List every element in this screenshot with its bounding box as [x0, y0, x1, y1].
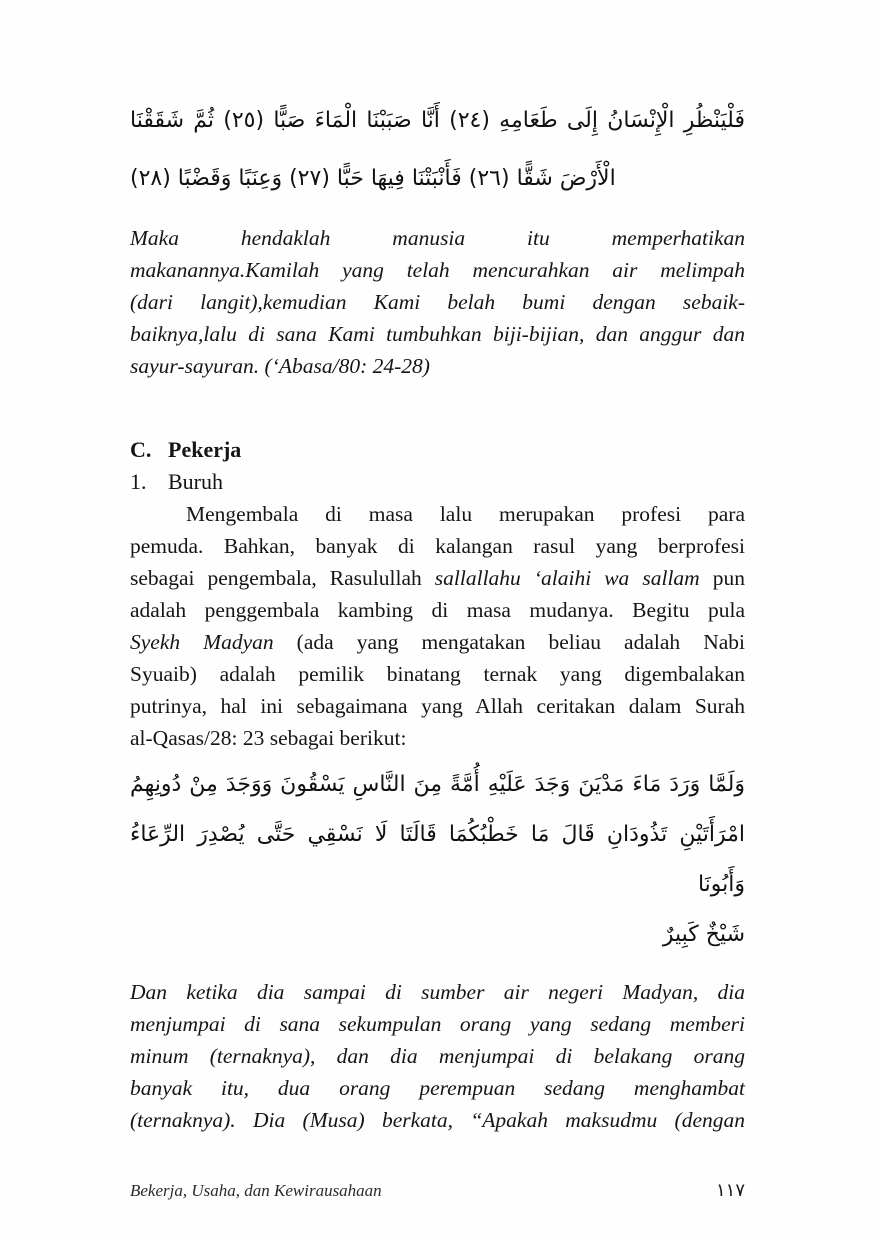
- section-label: C.: [130, 437, 152, 462]
- book-title: Bekerja, Usaha, dan Kewirausahaan: [130, 1181, 382, 1200]
- text-span: sebagai pengembala, Rasulullah: [130, 566, 435, 590]
- italic-phrase: Syekh Madyan: [130, 630, 274, 654]
- text-line: امْرَأَتَيْنِ تَذُودَانِ قَالَ مَا خَطْبُكُمَا قَالَتَا لَا نَسْقِي حَتَّى يُصْدِرَ الرِّعَاءُ وَأَبُونَا: [130, 822, 745, 897]
- text-line: الْأَرْضَ شَقًّا (٢٦) فَأَنْبَتْنَا فِيهَا حَبًّا (٢٧) وَعِنَبًا وَقَضْبًا (٢٨): [130, 166, 616, 191]
- page-footer: [130, 1180, 745, 1201]
- text-line: sayur-sayuran. (‘Abasa/80: 24-28): [130, 354, 430, 378]
- text-line: Maka hendaklah manusia itu memperhatikan: [130, 226, 745, 250]
- arabic-verse-qasas: [130, 760, 745, 960]
- text-line: Dan ketika dia sampai di sumber air negeri Madyan, dia: [130, 980, 745, 1004]
- text-line: banyak itu, dua orang perempuan sedang menghambat: [130, 1076, 745, 1100]
- text-line: baiknya,lalu di sana Kami tumbuhkan biji-bijian, dan anggur dan: [130, 322, 745, 346]
- text-line: pemuda. Bahkan, banyak di kalangan rasul yang berprofesi: [130, 534, 745, 558]
- text-line: (dari langit),kemudian Kami belah bumi dengan sebaik-: [130, 290, 745, 314]
- text-line: Syuaib) adalah pemilik binatang ternak yang digembalakan: [130, 662, 745, 686]
- italic-phrase: sallallahu ‘alaihi wa sallam: [434, 566, 700, 590]
- list-item-label: 1.: [130, 469, 147, 494]
- text-line: [130, 626, 745, 658]
- text-span: (ada yang mengatakan beliau adalah Nabi: [273, 630, 745, 654]
- text-span: pun: [699, 566, 745, 590]
- text-line: فَلْيَنْظُرِ الْإِنْسَانُ إِلَى طَعَامِهِ (٢٤) أَنَّا صَبَبْنَا الْمَاءَ صَبًّا (٢٥) ثُمَّ شَقَقْنَا: [130, 108, 745, 133]
- list-item-title: Buruh: [168, 469, 223, 494]
- translation-qasas: [130, 976, 745, 1136]
- page-number: ١١٧: [715, 1180, 745, 1201]
- section-title: Pekerja: [168, 437, 242, 462]
- list-item-buruh: [130, 466, 745, 498]
- translation-abasa: [130, 222, 745, 382]
- body-paragraph: [130, 498, 745, 754]
- text-line: adalah penggembala kambing di masa mudanya. Begitu pula: [130, 598, 745, 622]
- text-line: al-Qasas/28: 23 sebagai berikut:: [130, 726, 407, 750]
- arabic-verse-abasa: [130, 92, 745, 208]
- text-line: شَيْخٌ كَبِيرٌ: [662, 922, 745, 947]
- text-line: وَلَمَّا وَرَدَ مَاءَ مَدْيَنَ وَجَدَ عَلَيْهِ أُمَّةً مِنَ النَّاسِ يَسْقُونَ وَوَجَدَ مِنْ دُونِهِمُ: [130, 772, 745, 797]
- text-line: Mengembala di masa lalu merupakan profesi para: [186, 502, 745, 526]
- text-line: (ternaknya). Dia (Musa) berkata, “Apakah maksudmu (dengan: [130, 1108, 745, 1132]
- text-line: makanannya.Kamilah yang telah mencurahkan air melimpah: [130, 258, 745, 282]
- text-line: menjumpai di sana sekumpulan orang yang sedang memberi: [130, 1012, 745, 1036]
- text-line: [130, 562, 745, 594]
- text-line: putrinya, hal ini sebagaimana yang Allah ceritakan dalam Surah: [130, 694, 745, 718]
- section-heading: [130, 434, 745, 466]
- text-line: minum (ternaknya), dan dia menjumpai di belakang orang: [130, 1044, 745, 1068]
